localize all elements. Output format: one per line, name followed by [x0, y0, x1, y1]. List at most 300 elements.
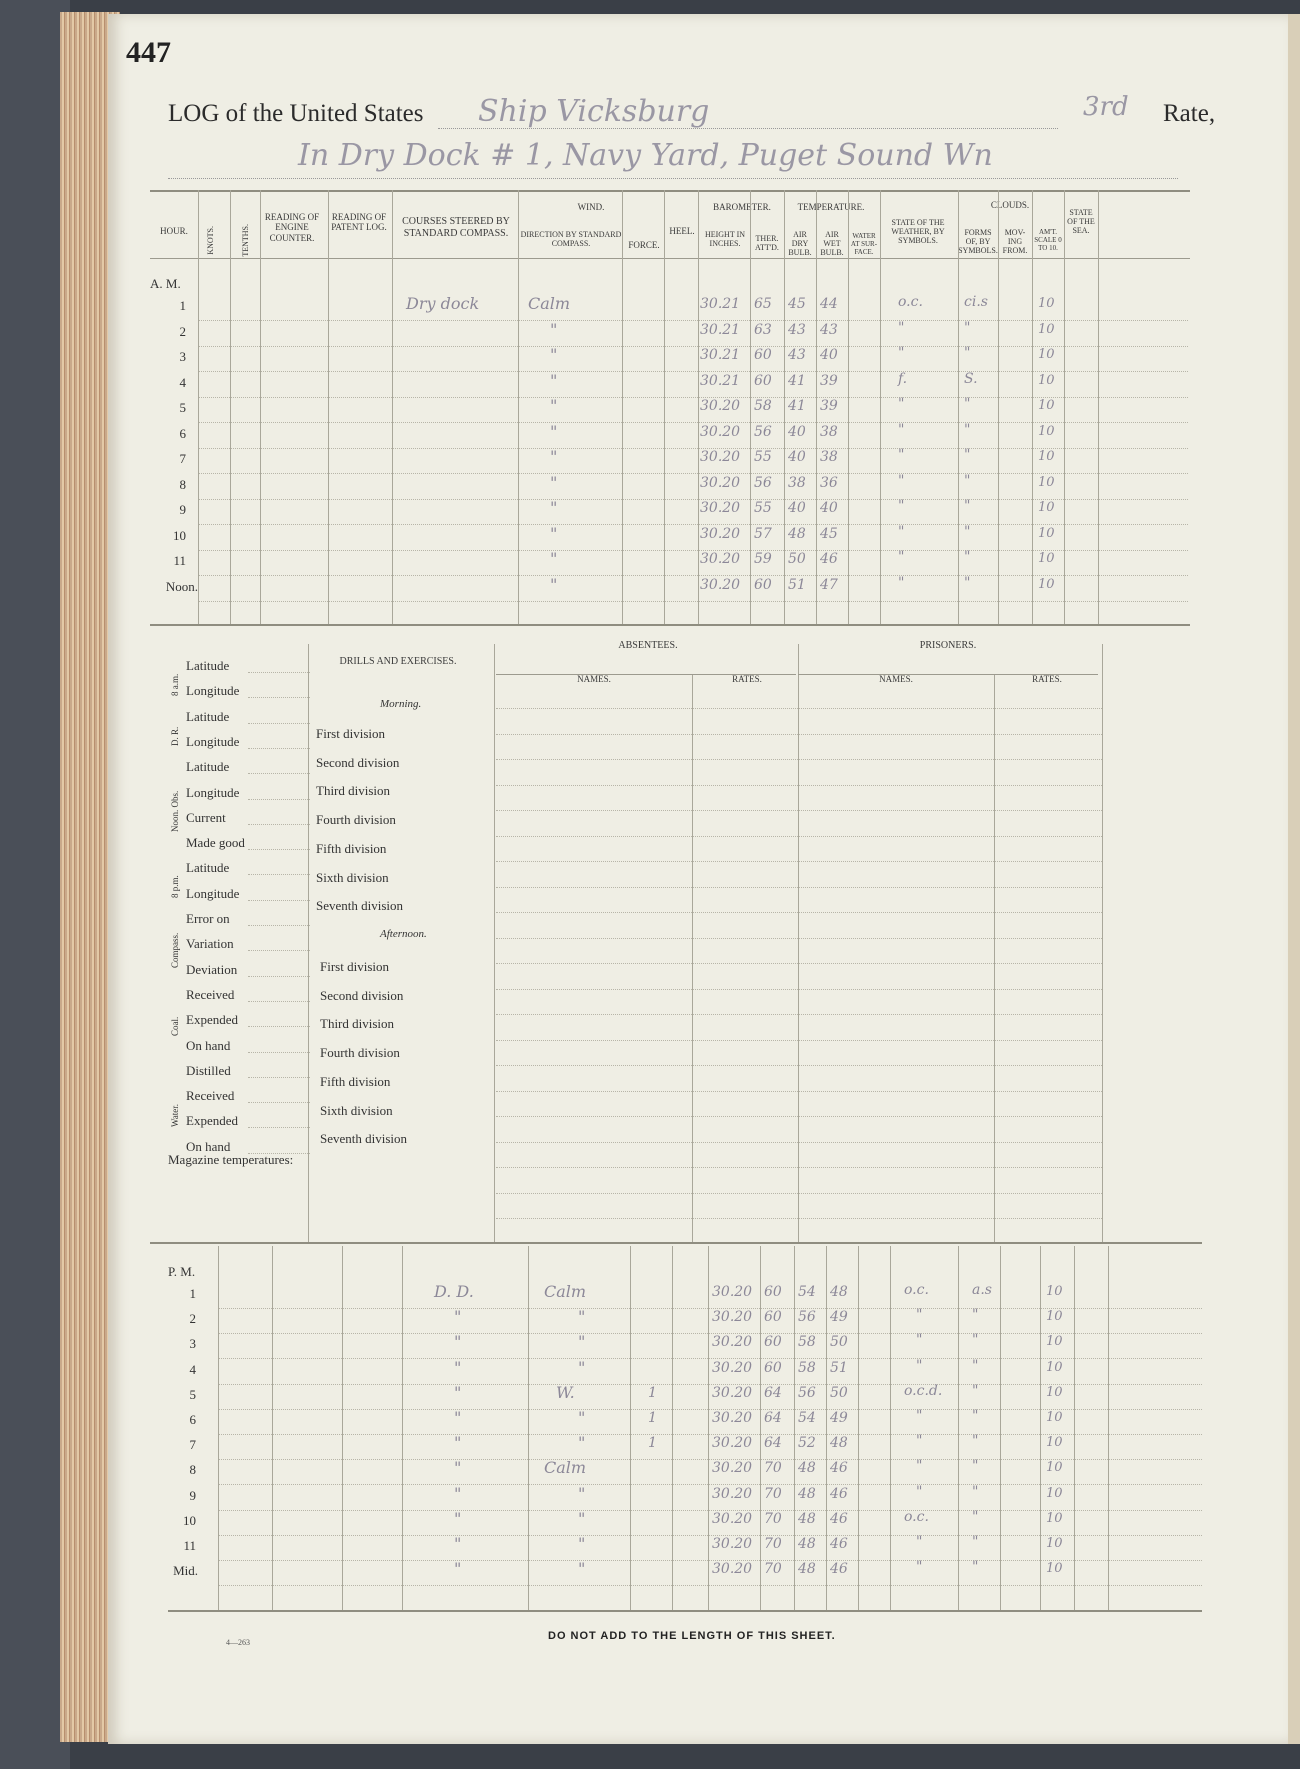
position-item-line	[248, 874, 310, 875]
pm-barometer-ther-cell: 60	[764, 1359, 782, 1376]
middle-row-rule	[496, 1116, 1102, 1117]
drills-title: DRILLS AND EXERCISES.	[339, 656, 457, 667]
header-barometer: BAROMETER.	[713, 202, 771, 212]
am-barometer-height-cell: 30.21	[700, 296, 741, 312]
position-item-line	[248, 1001, 310, 1002]
am-wind-direction-cell: "	[550, 523, 558, 543]
am-weather-cell: f.	[898, 370, 908, 387]
pm-weather-cell: "	[916, 1534, 923, 1550]
ship-name-handwritten: Ship Vicksburg	[478, 94, 710, 129]
am-air-wet-cell: 40	[820, 347, 838, 363]
pm-column-rule	[858, 1246, 859, 1610]
header-courses: COURSES STEERED BY STANDARD COMPASS.	[402, 216, 510, 239]
am-air-dry-cell: 40	[788, 423, 806, 440]
pm-weather-cell: "	[916, 1307, 923, 1324]
ship-name-line	[438, 128, 1058, 129]
drill-afternoon-division: Sixth division	[320, 1102, 393, 1118]
position-item-line	[248, 976, 310, 977]
am-cloud-amount-cell: 10	[1038, 576, 1055, 592]
middle-row-rule	[496, 759, 1102, 760]
am-hour-label: 1	[179, 298, 186, 313]
middle-column-rule	[1102, 644, 1103, 1242]
pm-column-rule	[218, 1246, 219, 1610]
drill-morning-division: Sixth division	[316, 869, 389, 885]
am-air-wet-cell: 46	[820, 551, 838, 567]
am-barometer-ther-cell: 58	[754, 398, 772, 414]
am-air-dry-cell: 43	[788, 347, 806, 363]
am-weather-cell: "	[898, 472, 905, 489]
pm-cloud-amount-cell: 10	[1046, 1284, 1063, 1299]
pm-column-rule	[794, 1246, 795, 1610]
middle-row-rule	[496, 963, 1102, 964]
am-weather-cell: "	[898, 396, 905, 412]
middle-row-rule	[496, 785, 1102, 786]
column-rule	[816, 190, 817, 624]
am-air-dry-cell: 41	[788, 398, 806, 414]
footer-note: DO NOT ADD TO THE LENGTH OF THIS SHEET.	[548, 1630, 836, 1642]
position-item-label: Expended	[186, 1113, 238, 1129]
pm-cloud-amount-cell: 10	[1046, 1359, 1063, 1375]
position-item-label: Latitude	[186, 759, 230, 775]
am-barometer-ther-cell: 60	[754, 347, 772, 363]
pm-barometer-ther-cell: 64	[764, 1435, 782, 1452]
middle-row-rule	[496, 1014, 1102, 1015]
pm-air-wet-cell: 46	[830, 1536, 848, 1552]
am-air-wet-cell: 38	[820, 423, 838, 440]
rate-handwritten: 3rd	[1083, 92, 1129, 122]
header-wind-force: FORCE.	[628, 240, 660, 250]
position-item-line	[248, 723, 310, 724]
pm-course-cell: "	[454, 1307, 462, 1327]
am-barometer-ther-cell: 63	[754, 321, 772, 338]
am-barometer-ther-cell: 56	[754, 423, 772, 440]
am-weather-cell: "	[898, 574, 905, 591]
middle-row-rule	[496, 1167, 1102, 1168]
am-barometer-height-cell: 30.20	[700, 423, 741, 440]
column-rule	[1064, 190, 1065, 624]
am-wind-direction-cell: "	[550, 396, 558, 415]
am-barometer-ther-cell: 60	[754, 576, 772, 593]
drill-afternoon-division: First division	[320, 959, 389, 974]
pm-cloud-forms-cell: "	[972, 1332, 979, 1349]
pm-air-dry-cell: 48	[798, 1510, 816, 1527]
am-weather-cell: "	[898, 319, 905, 336]
am-air-dry-cell: 40	[788, 500, 806, 516]
am-air-wet-cell: 38	[820, 449, 838, 465]
middle-row-rule	[496, 861, 1102, 862]
rate-label: Rate,	[1163, 100, 1216, 127]
pm-weather-cell: "	[916, 1433, 923, 1450]
pm-barometer-height-cell: 30.20	[712, 1334, 753, 1351]
pm-column-rule	[708, 1246, 709, 1610]
am-air-wet-cell: 39	[820, 372, 838, 389]
pm-air-wet-cell: 51	[830, 1359, 848, 1376]
am-wind-direction-cell: "	[550, 472, 558, 492]
position-item-line	[248, 799, 310, 800]
position-item-line	[248, 748, 310, 749]
pm-air-dry-cell: 54	[798, 1410, 816, 1426]
pm-cloud-amount-cell: 10	[1046, 1485, 1063, 1501]
middle-row-rule	[496, 1065, 1102, 1066]
position-item-label: Latitude	[186, 658, 230, 673]
table-top-rule	[150, 190, 1190, 192]
form-number: 4—263	[226, 1638, 250, 1647]
header-tenths: TENTHS.	[241, 224, 250, 257]
pm-cloud-amount-cell: 10	[1046, 1460, 1063, 1476]
pm-air-wet-cell: 48	[830, 1435, 848, 1452]
am-cloud-amount-cell: 10	[1038, 500, 1055, 515]
header-patent-log: READING OF PATENT LOG.	[331, 212, 387, 233]
am-cloud-forms-cell: "	[964, 523, 971, 540]
pm-barometer-ther-cell: 70	[764, 1561, 782, 1578]
pm-cloud-forms-cell: "	[972, 1483, 979, 1500]
pm-column-rule	[402, 1246, 403, 1610]
position-item-label: Distilled	[186, 1062, 231, 1078]
middle-row-rule	[496, 810, 1102, 811]
pm-barometer-ther-cell: 60	[764, 1334, 782, 1351]
header-baro-height: HEIGHT IN INCHES.	[704, 230, 746, 249]
header-cloud-moving: MOV-ING FROM.	[1002, 228, 1028, 256]
position-item-label: Received	[186, 986, 235, 1002]
pm-course-cell: "	[454, 1508, 462, 1528]
pm-weather-cell: o.c.	[904, 1282, 929, 1298]
am-wind-direction-cell: "	[550, 319, 558, 339]
pm-barometer-height-cell: 30.20	[712, 1485, 753, 1502]
column-rule	[664, 190, 665, 624]
pm-wind-direction-cell: "	[578, 1433, 586, 1453]
drill-afternoon-division: Fifth division	[320, 1073, 391, 1089]
pm-air-dry-cell: 58	[798, 1334, 816, 1351]
am-cloud-forms-cell: "	[964, 472, 971, 489]
pm-column-rule	[1108, 1246, 1109, 1610]
am-wind-direction-cell: "	[550, 345, 558, 364]
position-item-line	[248, 849, 310, 850]
pm-air-dry-cell: 48	[798, 1460, 816, 1477]
am-label: A. M.	[150, 276, 181, 291]
pm-cloud-amount-cell: 10	[1046, 1435, 1063, 1451]
am-air-dry-cell: 41	[788, 372, 806, 389]
pm-air-wet-cell: 50	[830, 1334, 848, 1351]
am-air-dry-cell: 40	[788, 449, 806, 465]
am-air-dry-cell: 45	[788, 296, 806, 312]
pm-column-rule	[630, 1246, 631, 1610]
header-water-surface: WATER AT SUR-FACE.	[850, 232, 878, 257]
pm-column-rule	[760, 1246, 761, 1610]
pm-label: P. M.	[168, 1264, 196, 1279]
am-barometer-height-cell: 30.21	[700, 372, 741, 389]
am-barometer-height-cell: 30.20	[700, 551, 741, 567]
header-air-wet: AIR WET BULB.	[820, 230, 844, 258]
header-wind-direction: DIRECTION BY STANDARD COMPASS.	[520, 230, 622, 249]
am-cloud-amount-cell: 10	[1038, 398, 1055, 413]
drill-afternoon-division: Second division	[320, 987, 404, 1003]
am-barometer-ther-cell: 57	[754, 525, 772, 542]
middle-row-rule	[496, 1040, 1102, 1041]
position-item-line	[248, 1102, 310, 1103]
position-group-label: 8 a.m.	[170, 673, 180, 697]
pm-wind-direction-cell: "	[578, 1307, 586, 1327]
position-item-line	[248, 672, 310, 673]
header-clouds: CLOUDS.	[990, 200, 1030, 210]
am-hour-label: 4	[179, 374, 186, 390]
pm-course-cell: "	[454, 1357, 462, 1377]
middle-row-rule	[496, 734, 1102, 735]
position-item-label: Longitude	[186, 683, 240, 699]
drills-afternoon-label: Afternoon.	[380, 928, 427, 940]
pm-cloud-forms-cell: "	[972, 1357, 979, 1374]
pm-row-rule	[218, 1585, 1202, 1586]
pm-cloud-amount-cell: 10	[1046, 1561, 1063, 1577]
pm-cloud-amount-cell: 10	[1046, 1510, 1063, 1526]
am-barometer-ther-cell: 55	[754, 500, 772, 516]
pm-column-rule	[272, 1246, 273, 1610]
pm-barometer-ther-cell: 64	[764, 1410, 782, 1426]
column-rule	[260, 190, 261, 624]
am-cloud-forms-cell: "	[964, 421, 971, 438]
pm-course-cell: "	[454, 1534, 462, 1553]
am-barometer-ther-cell: 56	[754, 474, 772, 491]
column-rule	[698, 190, 699, 624]
pm-hour-label: 7	[189, 1437, 196, 1453]
log-title: LOG of the United States	[168, 100, 424, 127]
log-page	[108, 14, 1288, 1744]
drill-morning-division: Fifth division	[316, 840, 387, 856]
pm-wind-direction-cell: W.	[556, 1382, 575, 1402]
header-cloud-forms: FORMS OF, BY SYMBOLS.	[958, 228, 998, 256]
pm-wind-direction-cell: "	[578, 1508, 586, 1528]
position-group-label: Coal.	[170, 1016, 180, 1037]
am-air-wet-cell: 39	[820, 398, 838, 414]
pm-cloud-forms-cell: "	[972, 1307, 979, 1324]
column-rule	[848, 190, 849, 624]
column-rule	[622, 190, 623, 624]
pm-column-rule	[826, 1246, 827, 1610]
prisoners-title: PRISONERS.	[919, 640, 977, 651]
position-group-label: D. R.	[170, 725, 180, 746]
pm-course-cell: D. D.	[434, 1282, 474, 1301]
absentees-names-header: NAMES.	[577, 674, 611, 684]
pm-air-dry-cell: 56	[798, 1384, 816, 1401]
middle-row-rule	[496, 1193, 1102, 1194]
am-barometer-ther-cell: 60	[754, 372, 772, 389]
pm-wind-direction-cell: "	[578, 1357, 586, 1377]
pm-air-wet-cell: 46	[830, 1460, 848, 1477]
prisoners-names-header: NAMES.	[879, 674, 913, 684]
am-wind-direction-cell: "	[550, 447, 558, 466]
pm-cloud-amount-cell: 10	[1046, 1334, 1063, 1350]
drill-afternoon-division: Seventh division	[320, 1131, 408, 1147]
pm-weather-cell: o.c.d.	[904, 1382, 943, 1399]
pm-cloud-forms-cell: "	[972, 1559, 979, 1576]
pm-weather-cell: "	[916, 1332, 923, 1349]
middle-column-rule	[308, 644, 309, 1242]
position-item-label: Latitude	[186, 708, 230, 724]
pm-cloud-amount-cell: 10	[1046, 1309, 1063, 1325]
position-item-line	[248, 950, 310, 951]
am-wind-direction-cell: "	[550, 574, 558, 594]
position-group-label: Noon. Obs.	[170, 790, 180, 832]
column-rule	[198, 190, 199, 624]
pm-hour-label: 1	[189, 1286, 196, 1301]
am-bottom-rule	[150, 624, 1190, 626]
header-temperature: TEMPERATURE.	[797, 202, 865, 212]
middle-row-rule	[496, 708, 1102, 709]
am-barometer-height-cell: 30.20	[700, 576, 741, 593]
pm-cloud-forms-cell: "	[972, 1408, 979, 1424]
am-cloud-forms-cell: "	[964, 549, 971, 565]
location-handwritten: In Dry Dock # 1, Navy Yard, Puget Sound Wn	[298, 138, 993, 173]
pm-hour-label: 9	[189, 1487, 196, 1503]
am-cloud-forms-cell: "	[964, 345, 971, 361]
am-barometer-height-cell: 30.20	[700, 500, 741, 516]
am-hour-label: 5	[179, 400, 186, 415]
header-heel: HEEL.	[669, 226, 695, 236]
am-air-dry-cell: 43	[788, 321, 806, 338]
middle-row-rule	[496, 1091, 1102, 1092]
pm-air-dry-cell: 48	[798, 1561, 816, 1578]
am-cloud-forms-cell: "	[964, 574, 971, 591]
pm-weather-cell: "	[916, 1483, 923, 1500]
am-cloud-forms-cell: S.	[964, 370, 978, 387]
pm-column-rule	[1000, 1246, 1001, 1610]
am-hour-label: 2	[179, 323, 186, 339]
pm-hour-label: 6	[189, 1412, 196, 1427]
location-line	[168, 178, 1178, 179]
position-item-label: Error on	[186, 911, 230, 926]
header-wind: WIND.	[577, 202, 605, 212]
column-rule	[328, 190, 329, 624]
column-rule	[392, 190, 393, 624]
pm-cloud-amount-cell: 10	[1046, 1410, 1063, 1425]
position-item-label: Made good	[186, 835, 245, 851]
am-weather-cell: "	[898, 549, 905, 565]
am-hour-label: Noon.	[165, 578, 198, 594]
pm-barometer-height-cell: 30.20	[712, 1510, 753, 1527]
absentees-title: ABSENTEES.	[618, 640, 678, 651]
am-weather-cell: "	[898, 345, 905, 361]
column-rule	[518, 190, 519, 624]
am-barometer-height-cell: 30.20	[700, 449, 741, 465]
pm-cloud-forms-cell: "	[972, 1508, 979, 1525]
am-cloud-amount-cell: 10	[1038, 423, 1055, 439]
pm-cloud-forms-cell: a.s	[972, 1282, 992, 1298]
pm-wind-direction-cell: "	[578, 1483, 586, 1503]
page-number: 447	[126, 36, 171, 69]
am-barometer-height-cell: 30.20	[700, 398, 741, 414]
pm-hour-label: 3	[189, 1336, 196, 1352]
drills-morning-label: Morning.	[380, 698, 422, 710]
pm-column-rule	[1040, 1246, 1041, 1610]
am-row-rule	[198, 601, 1188, 602]
column-rule	[750, 190, 751, 624]
am-air-wet-cell: 47	[820, 576, 838, 593]
am-air-dry-cell: 50	[788, 551, 806, 567]
am-course-cell: Dry dock	[406, 294, 480, 313]
header-cloud-amount: AM'T. SCALE 0 TO 10.	[1034, 228, 1062, 253]
pm-air-dry-cell: 56	[798, 1309, 816, 1326]
pm-air-wet-cell: 46	[830, 1561, 848, 1578]
pm-hour-label: Mid.	[173, 1563, 198, 1579]
column-rule	[1098, 190, 1099, 624]
am-hour-label: 9	[179, 502, 186, 517]
header-state-of-sea: STATE OF THE SEA.	[1067, 208, 1095, 236]
position-item-label: Received	[186, 1088, 235, 1104]
position-item-line	[248, 1052, 310, 1053]
header-baro-ther: THER. ATT'D.	[755, 234, 779, 253]
magazine-temperatures-label: Magazine temperatures:	[168, 1152, 294, 1167]
pm-cloud-forms-cell: "	[972, 1433, 979, 1450]
column-rule	[958, 190, 959, 624]
middle-row-rule	[496, 1218, 1102, 1219]
middle-bottom-rule	[150, 1242, 1202, 1244]
am-barometer-ther-cell: 55	[754, 449, 772, 465]
pm-air-dry-cell: 48	[798, 1536, 816, 1552]
middle-subheader-rule	[496, 674, 796, 675]
pm-barometer-height-cell: 30.20	[712, 1384, 753, 1401]
pm-barometer-height-cell: 30.20	[712, 1309, 753, 1326]
am-barometer-height-cell: 30.21	[700, 321, 741, 338]
position-item-line	[248, 697, 310, 698]
am-weather-cell: "	[898, 447, 905, 463]
pm-column-rule	[958, 1246, 959, 1610]
pm-barometer-height-cell: 30.20	[712, 1359, 753, 1376]
pm-column-rule	[672, 1246, 673, 1610]
am-barometer-height-cell: 30.20	[700, 474, 741, 491]
middle-row-rule	[496, 938, 1102, 939]
pm-barometer-height-cell: 30.20	[712, 1435, 753, 1452]
pm-cloud-forms-cell: "	[972, 1534, 979, 1550]
pm-course-cell: "	[454, 1559, 462, 1579]
pm-barometer-height-cell: 30.20	[712, 1284, 753, 1300]
pm-wind-direction-cell: Calm	[544, 1282, 587, 1301]
absentees-rates-header: RATES.	[732, 674, 762, 684]
pm-wind-force-cell: 1	[648, 1410, 657, 1426]
middle-column-rule	[494, 644, 495, 1242]
header-weather: STATE OF THE WEATHER, BY SYMBOLS.	[891, 218, 945, 246]
am-air-dry-cell: 48	[788, 525, 806, 542]
column-rule	[880, 190, 881, 624]
am-hour-label: 6	[179, 425, 186, 441]
pm-barometer-ther-cell: 70	[764, 1485, 782, 1502]
pm-air-wet-cell: 48	[830, 1284, 848, 1300]
pm-hour-label: 11	[183, 1538, 196, 1553]
am-weather-cell: o.c.	[898, 294, 923, 310]
pm-wind-direction-cell: "	[578, 1408, 586, 1427]
pm-weather-cell: o.c.	[904, 1508, 929, 1525]
column-rule	[1032, 190, 1033, 624]
pm-air-dry-cell: 48	[798, 1485, 816, 1502]
pm-barometer-ther-cell: 64	[764, 1384, 782, 1401]
am-weather-cell: "	[898, 421, 905, 438]
am-weather-cell: "	[898, 498, 905, 514]
pm-column-rule	[1074, 1246, 1075, 1610]
am-air-wet-cell: 40	[820, 500, 838, 516]
am-cloud-amount-cell: 10	[1038, 372, 1055, 388]
am-air-dry-cell: 51	[788, 576, 806, 593]
position-item-label: On hand	[186, 1037, 231, 1053]
header-knots: KNOTS.	[206, 226, 215, 255]
am-air-wet-cell: 44	[820, 296, 838, 312]
column-rule	[230, 190, 231, 624]
drill-afternoon-division: Fourth division	[320, 1045, 400, 1061]
column-rule	[998, 190, 999, 624]
am-cloud-forms-cell: "	[964, 447, 971, 463]
pm-weather-cell: "	[916, 1458, 923, 1475]
drill-morning-division: Fourth division	[316, 812, 396, 828]
pm-barometer-ther-cell: 60	[764, 1309, 782, 1326]
pm-hour-label: 10	[183, 1512, 196, 1528]
am-hour-label: 8	[179, 476, 186, 492]
